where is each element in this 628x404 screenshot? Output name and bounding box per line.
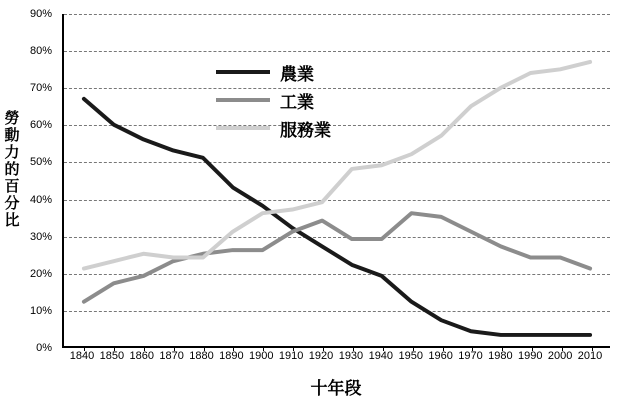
- y-tick-label: 90%: [29, 8, 52, 20]
- legend-item[interactable]: [216, 86, 396, 114]
- y-axis-title-char: 比: [4, 212, 20, 229]
- x-tick-label: 1930: [338, 350, 364, 362]
- y-axis-title-char: 百: [4, 178, 20, 195]
- x-tick-label: 1850: [99, 350, 125, 362]
- x-tick-label: 1900: [249, 350, 274, 362]
- y-tick-label: 10%: [29, 304, 52, 317]
- x-tick-label: 1910: [278, 350, 304, 362]
- y-tick-label: 20%: [29, 267, 52, 280]
- x-tick-label: 1880: [189, 350, 214, 362]
- x-tick-label: 1980: [488, 350, 513, 362]
- y-axis-title-char: 勞: [4, 110, 20, 127]
- legend-label: 農業: [280, 64, 314, 84]
- x-tick-label: 1970: [458, 350, 483, 362]
- y-tick-label: 30%: [29, 230, 52, 243]
- y-tick-label: 70%: [29, 82, 52, 95]
- x-tick-label: 1840: [69, 350, 95, 362]
- y-axis-title-char: 的: [4, 161, 20, 178]
- y-tick-label: 40%: [29, 193, 52, 206]
- x-tick-label: 1960: [428, 350, 453, 362]
- x-tick-label: 2000: [547, 350, 573, 362]
- legend-swatch: [216, 126, 270, 130]
- x-tick-label: 1920: [308, 350, 334, 362]
- y-axis-title-char: 動: [4, 127, 20, 144]
- x-tick-label: 1860: [129, 350, 154, 362]
- x-tick-label: 2010: [577, 350, 603, 362]
- x-tick-label: 1890: [219, 350, 244, 362]
- y-tick-label: 0%: [36, 342, 52, 354]
- y-tick-label: 50%: [29, 156, 52, 169]
- y-tick-label: 80%: [29, 45, 52, 58]
- x-tick-label: 1950: [398, 350, 423, 362]
- x-tick-label: 1870: [159, 350, 184, 362]
- legend-swatch: [216, 70, 270, 74]
- x-axis-tick-labels: [62, 350, 610, 366]
- y-axis-tick-labels: [0, 8, 58, 354]
- legend-item[interactable]: [216, 58, 396, 86]
- y-axis-title-char: 分: [4, 195, 20, 212]
- x-tick-label: 1990: [517, 350, 543, 362]
- x-tick-label: 1940: [368, 350, 394, 362]
- y-axis-title-char: 力: [4, 144, 20, 161]
- legend-swatch: [216, 98, 270, 102]
- legend-label: 服務業: [280, 120, 331, 140]
- legend-label: 工業: [280, 92, 314, 112]
- legend-item[interactable]: [216, 114, 396, 142]
- chart-legend: [216, 58, 396, 142]
- x-axis-title: 十年段: [310, 379, 362, 398]
- y-tick-label: 60%: [29, 119, 52, 132]
